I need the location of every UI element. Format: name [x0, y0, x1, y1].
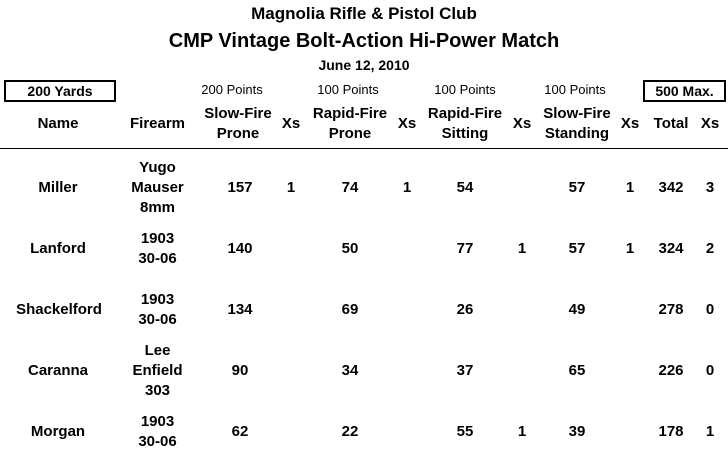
header-rp-xs: Xs [397, 115, 417, 132]
match-title: CMP Vintage Bolt-Action Hi-Power Match [168, 30, 560, 52]
row-slow-standing: 65 [568, 362, 586, 379]
row-firearm [120, 412, 195, 452]
firearm-line: 30-06 [138, 433, 177, 450]
row-firearm [120, 341, 195, 401]
row-rapid-sitting: 26 [456, 301, 474, 318]
firearm-line: 1903 [140, 413, 175, 430]
row-rs-xs: 1 [517, 240, 527, 257]
row-rapid-prone: 74 [341, 179, 359, 196]
header-sp-xs: Xs [281, 115, 301, 132]
rapid-sitting-points: 100 Points [434, 82, 496, 97]
row-rapid-sitting: 54 [456, 179, 474, 196]
firearm-line: Enfield [132, 362, 183, 379]
row-ss-xs: 1 [625, 179, 635, 196]
header-slow-standing-line1: Slow-Fire [543, 105, 611, 122]
club-title: Magnolia Rifle & Pistol Club [251, 4, 477, 23]
row-firearm [120, 158, 195, 218]
row-total-xs: 2 [705, 240, 715, 257]
row-slow-prone: 62 [231, 423, 249, 440]
max-score-box: 500 Max. [643, 80, 726, 102]
header-rapid-sitting-line1: Rapid-Fire [427, 105, 503, 122]
firearm-line: Lee [144, 342, 171, 359]
row-slow-standing: 57 [568, 240, 586, 257]
row-slow-standing: 49 [568, 301, 586, 318]
firearm-line: 8mm [139, 199, 176, 216]
row-rapid-prone: 69 [341, 301, 359, 318]
row-rapid-prone: 50 [341, 240, 359, 257]
match-date: June 12, 2010 [318, 57, 410, 73]
row-name: Shackelford [16, 301, 102, 318]
header-rapid-sitting-line2: Sitting [441, 125, 489, 142]
firearm-line: 1903 [140, 230, 175, 247]
rapid-prone-points: 100 Points [317, 82, 379, 97]
row-rs-xs: 1 [517, 423, 527, 440]
row-slow-standing: 57 [568, 179, 586, 196]
row-total: 342 [658, 179, 684, 196]
header-firearm: Firearm [129, 115, 186, 132]
header-slow-standing-line2: Standing [544, 125, 610, 142]
firearm-line: 30-06 [138, 250, 177, 267]
firearm-line: 30-06 [138, 311, 177, 328]
header-slow-standing [534, 104, 620, 144]
row-rapid-sitting: 77 [456, 240, 474, 257]
row-sp-xs: 1 [286, 179, 296, 196]
row-total: 226 [658, 362, 684, 379]
row-rp-xs: 1 [402, 179, 412, 196]
header-divider [0, 148, 728, 149]
slow-standing-points: 100 Points [544, 82, 606, 97]
row-slow-prone: 134 [227, 301, 253, 318]
header-name: Name [37, 115, 79, 132]
row-name: Miller [38, 179, 78, 196]
row-rapid-prone: 22 [341, 423, 359, 440]
distance-box: 200 Yards [4, 80, 116, 102]
header-ss-xs: Xs [620, 115, 640, 132]
row-ss-xs: 1 [625, 240, 635, 257]
row-slow-prone: 157 [227, 179, 253, 196]
header-rapid-prone [305, 104, 395, 144]
row-total-xs: 1 [705, 423, 715, 440]
row-total-xs: 0 [705, 301, 715, 318]
firearm-line: 303 [144, 382, 171, 399]
firearm-line: Yugo [139, 159, 176, 176]
header-slow-prone-line1: Slow-Fire [204, 105, 272, 122]
row-rapid-sitting: 55 [456, 423, 474, 440]
row-rapid-sitting: 37 [456, 362, 474, 379]
header-total: Total [653, 115, 689, 132]
row-total: 178 [658, 423, 684, 440]
row-slow-prone: 140 [227, 240, 253, 257]
row-total: 324 [658, 240, 684, 257]
row-name: Caranna [27, 362, 89, 379]
row-total: 278 [658, 301, 684, 318]
header-rapid-prone-line1: Rapid-Fire [312, 105, 388, 122]
row-name: Lanford [30, 240, 86, 257]
row-slow-standing: 39 [568, 423, 586, 440]
row-total-xs: 3 [705, 179, 715, 196]
row-name: Morgan [30, 423, 86, 440]
header-rapid-prone-line2: Prone [328, 125, 372, 142]
row-slow-prone: 90 [231, 362, 249, 379]
header-slow-prone-line2: Prone [216, 125, 260, 142]
firearm-line: Mauser [131, 179, 184, 196]
firearm-line: 1903 [140, 291, 175, 308]
header-rs-xs: Xs [512, 115, 532, 132]
row-firearm [120, 290, 195, 330]
slow-prone-points: 200 Points [201, 82, 263, 97]
row-firearm [120, 229, 195, 269]
row-rapid-prone: 34 [341, 362, 359, 379]
header-slow-prone [195, 104, 281, 144]
header-total-xs: Xs [700, 115, 720, 132]
header-rapid-sitting [420, 104, 510, 144]
row-total-xs: 0 [705, 362, 715, 379]
